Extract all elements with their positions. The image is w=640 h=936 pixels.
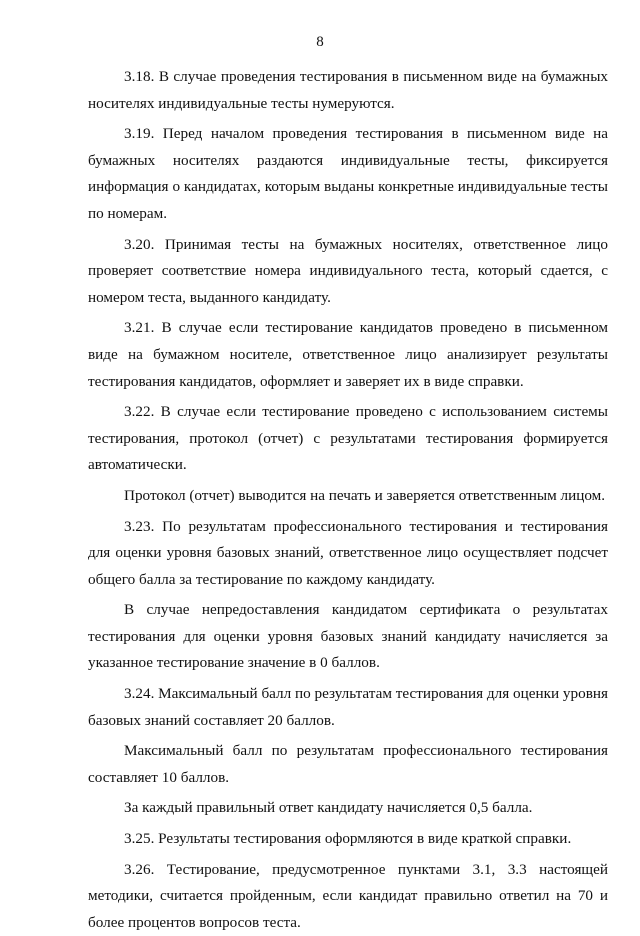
paragraph-3-18: 3.18. В случае проведения тестирования в письменном виде на бумажных носителях индивидуальные тесты нумеруются. (88, 68, 608, 112)
paragraph-3-26: 3.26. Тестирование, предусмотренное пунктами 3.1, 3.3 настоящей методики, считается пройденным, если кандидат правильно ответил на 70 и более процентов вопросов теста. (88, 860, 608, 931)
paragraph-3-21: 3.21. В случае если тестирование кандидатов проведено в письменном виде на бумажном носителе, ответственное лицо анализирует результаты тестирования кандидатов, оформляет и заверяет их в виде справки. (88, 319, 608, 390)
paragraph-3-20: 3.20. Принимая тесты на бумажных носителях, ответственное лицо проверяет соответствие номера индивидуального теста, который сдается, с номером теста, выданного кандидату. (88, 235, 608, 306)
paragraph-3-23: 3.23. По результатам профессионального тестирования и тестирования для оценки уровня базовых знаний, ответственное лицо осуществляет подсчет общего балла за тестирование по каждому кандидату. (88, 517, 608, 588)
paragraph-3-24: 3.24. Максимальный балл по результатам тестирования для оценки уровня базовых знаний составляет 20 баллов. (88, 685, 608, 729)
paragraph-protocol-print: Протокол (отчет) выводится на печать и заверяется ответственным лицом. (124, 486, 606, 504)
paragraph-3-25: 3.25. Результаты тестирования оформляются в виде краткой справки. (124, 830, 572, 848)
paragraph-points-per-answer: За каждый правильный ответ кандидату начисляется 0,5 балла. (124, 799, 533, 817)
paragraph-3-19: 3.19. Перед началом проведения тестирования в письменном виде на бумажных носителях раздаются индивидуальные тесты, фиксируется информация о кандидатах, которым выданы конкретные индивидуальные тесты по номерам. (88, 125, 608, 222)
page-number: 8 (316, 34, 324, 50)
paragraph-max-professional: Максимальный балл по результатам профессионального тестирования составляет 10 баллов. (88, 742, 608, 786)
paragraph-no-certificate: В случае непредоставления кандидатом сертификата о результатах тестирования для оценки уровня базовых знаний кандидату начисляется за указанное тестирование значение в 0 баллов. (88, 601, 608, 672)
paragraph-3-22: 3.22. В случае если тестирование проведено с использованием системы тестирования, протокол (отчет) с результатами тестирования формируется автоматически. (88, 403, 608, 474)
document-body (88, 64, 608, 936)
